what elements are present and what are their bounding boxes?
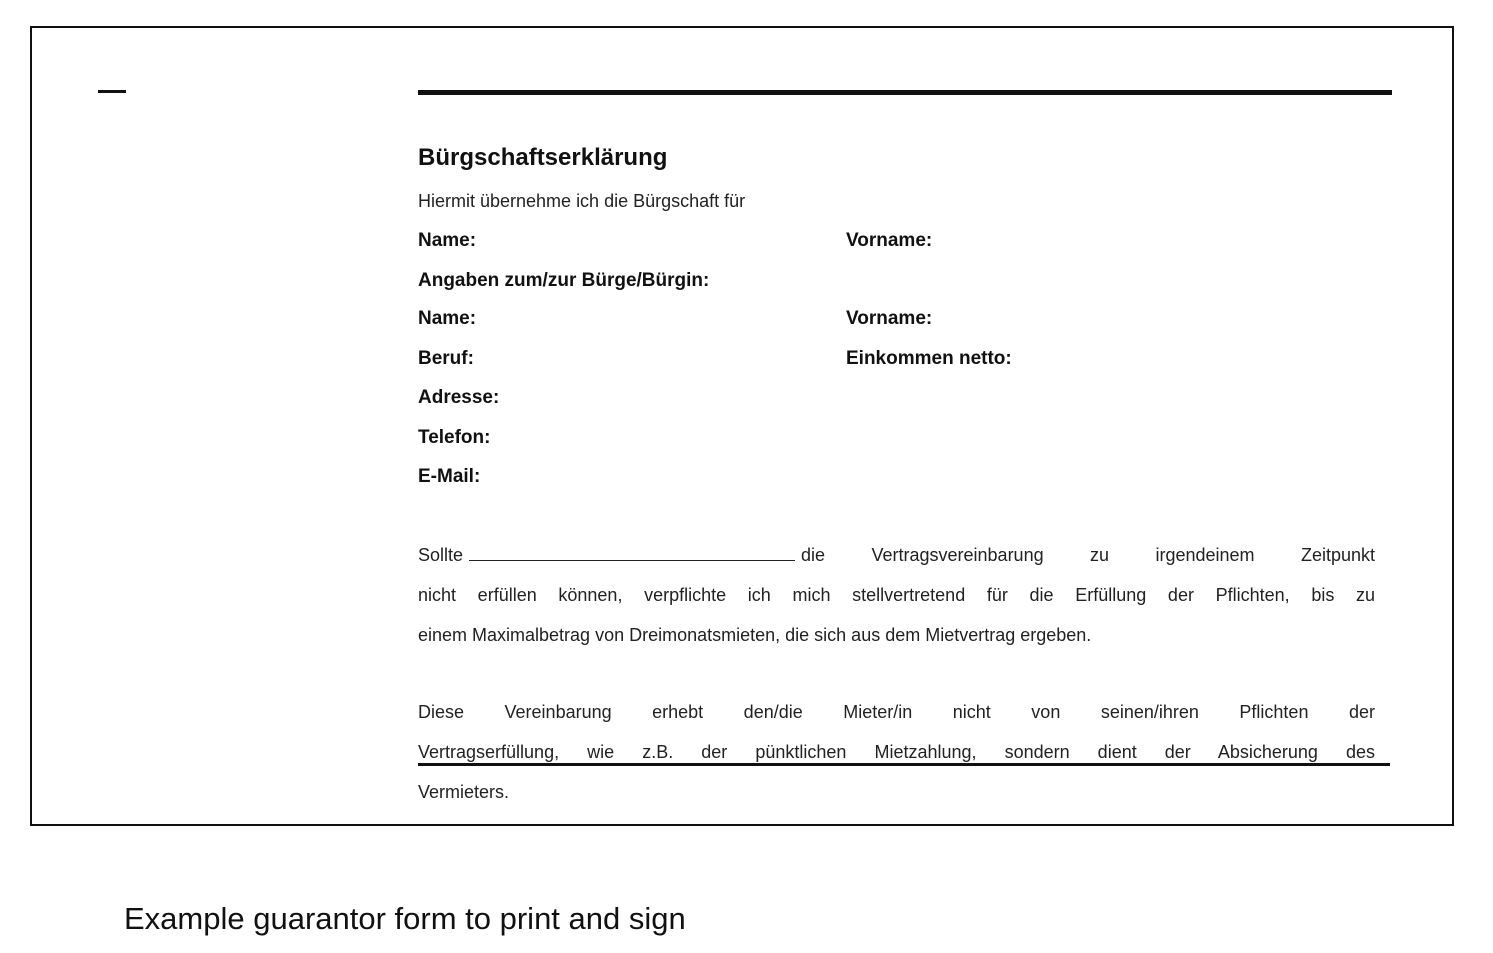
guarantor-address-label: Adresse: [418, 387, 500, 408]
guarantor-heading: Angaben zum/zur Bürge/Bürgin: [418, 270, 710, 291]
bottom-rule [418, 763, 1390, 766]
obligation-line-3: Vermieters. [418, 782, 510, 802]
tenant-blank-line [469, 546, 795, 561]
tenant-name-label: Name: [418, 230, 477, 251]
guarantor-email-label: E-Mail: [418, 466, 481, 487]
guarantor-job-label: Beruf: [418, 348, 474, 369]
image-caption: Example guarantor form to print and sign [124, 901, 686, 936]
liability-line-3: einem Maximalbetrag von Dreimonatsmieten, die sich aus dem Mietvertrag ergeben. [418, 625, 1092, 645]
guarantor-income-label: Einkommen netto: [846, 348, 1012, 369]
obligation-line-1: Diese Vereinbarung erhebt den/die Mieter/in nicht von seinen/ihren Pflichten der [418, 702, 1375, 722]
liability-line-1 [418, 535, 1375, 575]
liability-line-2: nicht erfüllen können, verpflichte ich mich stellvertretend für die Erfüllung der Pflichten, bis zu [418, 585, 1375, 605]
liability-paragraph [418, 535, 1375, 655]
guarantor-name-label: Name: [418, 308, 477, 329]
corner-dash [98, 90, 126, 93]
top-rule [418, 90, 1392, 95]
tenant-firstname-label: Vorname: [846, 230, 933, 251]
form-title: Bürgschaftserklärung [418, 144, 668, 171]
obligation-line-2: Vertragserfüllung, wie z.B. der pünktlichen Mietzahlung, sondern dient der Absicherung des [418, 742, 1375, 762]
document-frame [30, 26, 1454, 826]
guarantor-firstname-label: Vorname: [846, 308, 933, 329]
form-intro: Hiermit übernehme ich die Bürgschaft für [418, 191, 746, 211]
liability-line-1-start: Sollte [418, 545, 464, 565]
guarantor-phone-label: Telefon: [418, 427, 491, 448]
liability-line-1-end: die Vertragsvereinbarung zu irgendeinem Zeitpunkt [801, 545, 1375, 565]
obligation-paragraph [418, 692, 1375, 812]
